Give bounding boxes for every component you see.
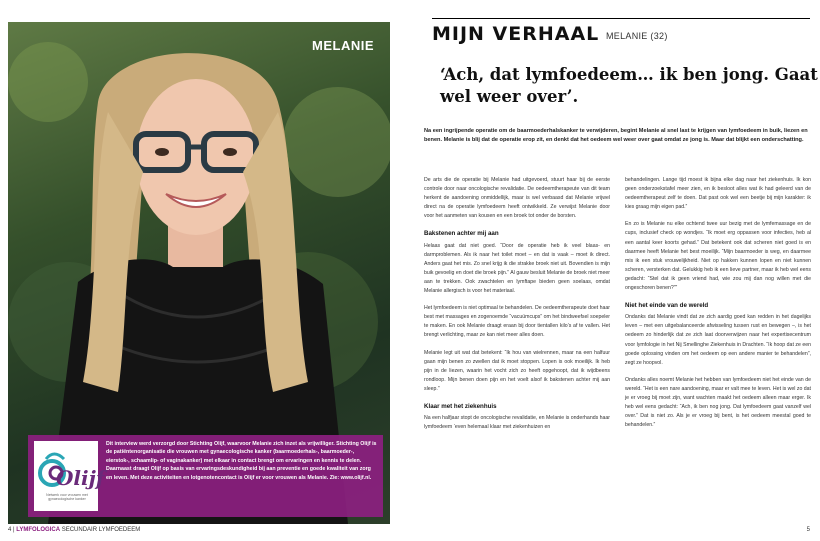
- page-subtitle: MELANIE (32): [606, 31, 668, 41]
- section-heading: Bakstenen achter mij aan: [424, 230, 499, 238]
- body-paragraph: De arts die de operatie bij Melanie had uitgevoerd, stuurt haar bij de eerste controle door naar oncologische revalidatie. De oedeemtherapeute van dit team herkent de aandoening onmiddellijk, maar is wel verbaasd dat Melanie vrijwel direct na de operatie lymfoedeem heeft ontwikkeld. Ze verwijst Melanie door voor het aanmeten van kousen en een broek tot onder de borsten.: [424, 177, 610, 220]
- body-paragraph: Het lymfoedeem is niet optimaal te behandelen. De oedeemtherapeute doet haar best met massages en zogenoemde “vacuümcups” om het bindweefsel soepeler te maken. En ook Melanie draagt eraan bij door tientallen kilo’s af te vallen. Het brengt verlichting, maar ze kan niet meer alles doen.: [424, 305, 611, 339]
- olijf-logo: [34, 441, 105, 511]
- intro-paragraph: Na een ingrijpende operatie om de baarmoederhalskanker te verwijderen, begint Melanie al snel last te krijgen van lymfoedeem in buik, liezen en benen. Melanie is blij dat de operatie erop zit, en denkt dat het oedeem wel weer over gaat omdat ze jong is. Maar dat blijkt een onderschatting.: [424, 128, 808, 144]
- page-number-left: 4: [8, 527, 12, 533]
- footer-section: SECUNDAIR LYMFOEDEEM: [61, 527, 141, 533]
- article-column-1: [424, 176, 610, 440]
- body-paragraph: Ondanks alles noemt Melanie het hebben van lymfoedeem niet het einde van de wereld. “Het is een nare aandoening, maar er valt mee te leven. Het is wel zo dat je er vroeg bij moet zijn, want wachten maakt het oedeem alleen maar erger. Ik heb wel eens gedacht: “Ach, ik ben nog jong. Dat lymfoedeem gaat vanzelf wel over.” Dat is niet zo. Als je er vroeg bij bent, is het oedeem meestal goed te behandelen.”: [625, 376, 811, 429]
- section-heading: Niet het einde van de wereld: [625, 302, 709, 310]
- body-paragraph: Ondanks dat Melanie vindt dat ze zich aardig goed kan redden in het dagelijks leven – met een uitgebalanceerde afwisseling tussen rust en bewegen –, is het oedeem zo hinderlijk dat ze zich laat doorverwijzen naar het expertisecentrum voor lymfologie in het Nij Smellinghe Ziekenhuis in Drachten. “Ik hoop dat ze een goede oplossing vinden om het oedeem op een andere manier te behandelen”, zegt ze hoopvol.: [625, 314, 811, 366]
- pull-quote: ‘Ach, dat lymfoedeem… ik ben jong. Gaat wel weer over’.: [440, 65, 818, 106]
- footer-brand: LYMFOLOGICA: [16, 527, 61, 533]
- left-page: [0, 0, 406, 541]
- article-column-2: [625, 176, 811, 438]
- footer-left: [8, 527, 140, 533]
- olijf-logo-subtitle: Netwerk voor vrouwen met gynaecologische kanker: [46, 493, 88, 501]
- page-number-right: 5: [806, 527, 810, 533]
- page-title: MIJN VERHAAL: [432, 23, 600, 45]
- name-tag: MELANIE: [312, 38, 374, 53]
- body-paragraph: behandelingen. Lange tijd moest ik bijna elke dag naar het ziekenhuis. Ik kon geen onderzoekstafel meer zien, en ik besloot alles wat ik had geleerd van de oedeemtherapeut zelf te doen. Dat past ook wel een beetje bij mijn karakter: ik kies graag mijn eigen pad.”: [625, 177, 811, 211]
- olijf-box-text: Dit interview werd verzorgd door Stichting Olijf, waarvoor Melanie zich inzet als vrijwilliger. Stichting Olijf is de patiëntenorganisatie die vrouwen met gynaecologische kanker (baarmoederhals-, baarmoeder-, eierstok-, schaamlip- of vaginakanker) met elkaar in contact brengt om ervaringen en kennis te delen. Daarnaast draagt Olijf op basis van ervaringsdeskundigheid bij aan preventie en goede kwaliteit van zorg en leven. Met deze activiteiten en lotgenotencontact is Olijf er voor vrouwen als Melanie. Zie: www.olijf.nl.: [106, 441, 377, 481]
- olijf-info-box: [28, 435, 383, 517]
- header-rule: [432, 18, 810, 19]
- footer-separator: |: [13, 527, 15, 533]
- olijf-logo-word: Olijf: [56, 466, 105, 490]
- body-paragraph: En zo is Melanie nu elke ochtend twee uur bezig met de lymfemassage en de cups, inclusief check op wondjes. “Ik moet erg oppassen voor infecties, heb al een aantal keer koorts gehad.” Dat betekent ook dat scheren niet goed is en daarmee heeft Melanie het best moeilijk. “Mijn baarmoeder is weg, en daarmee mis ik een stuk vrouwelijkheid. Niet op hakken kunnen lopen en niet kunnen scheren, versterken dat. Gelukkig heb ik een lieve partner, maar ik heb wel eens gedacht: “Stel dat ik geen vriend had, wie zou mij dan nog willen met die ongeschoren benen?””: [625, 221, 811, 292]
- section-heading: Klaar met het ziekenhuis: [424, 402, 497, 410]
- body-paragraph: Melanie legt uit wat dat betekent: “Ik hou van wielrennen, maar na een halfuur gaan mijn benen zo zwellen dat ik moet stoppen. Lopen is ook moeilijk. Ik heb pijn in de liezen, waarin het vocht zich zo heeft opgehoopt, dat ik wijdbeens rondloop. Mijn benen doen pijn en het voelt alsof ik bakstenen achter mij aan sleep.”: [424, 349, 610, 392]
- body-paragraph: Na een halfjaar stopt de oncologische revalidatie, en Melanie is onderhands haar lymfoedeem ‘even helemaal klaar met ziekenhuizen en: [424, 415, 611, 431]
- right-page: [412, 0, 820, 541]
- body-paragraph: Helaas gaat dat niet goed. “Door de operatie heb ik veel blaas- en darmproblemen. Als ik naar het toilet moet – en dat is vaak – moet ik direct. Anders gaat het mis. Zo snel krijg ik die strakke broek niet uit. Bovendien is mijn buik gevoelig en doet die broek pijn.” Al gauw besluit Melanie de broek niet meer aan te trekken. Ook zwachtelen en lymftape bieden geen soelaas, omdat Melanie allergisch is voor het materiaal.: [424, 242, 610, 295]
